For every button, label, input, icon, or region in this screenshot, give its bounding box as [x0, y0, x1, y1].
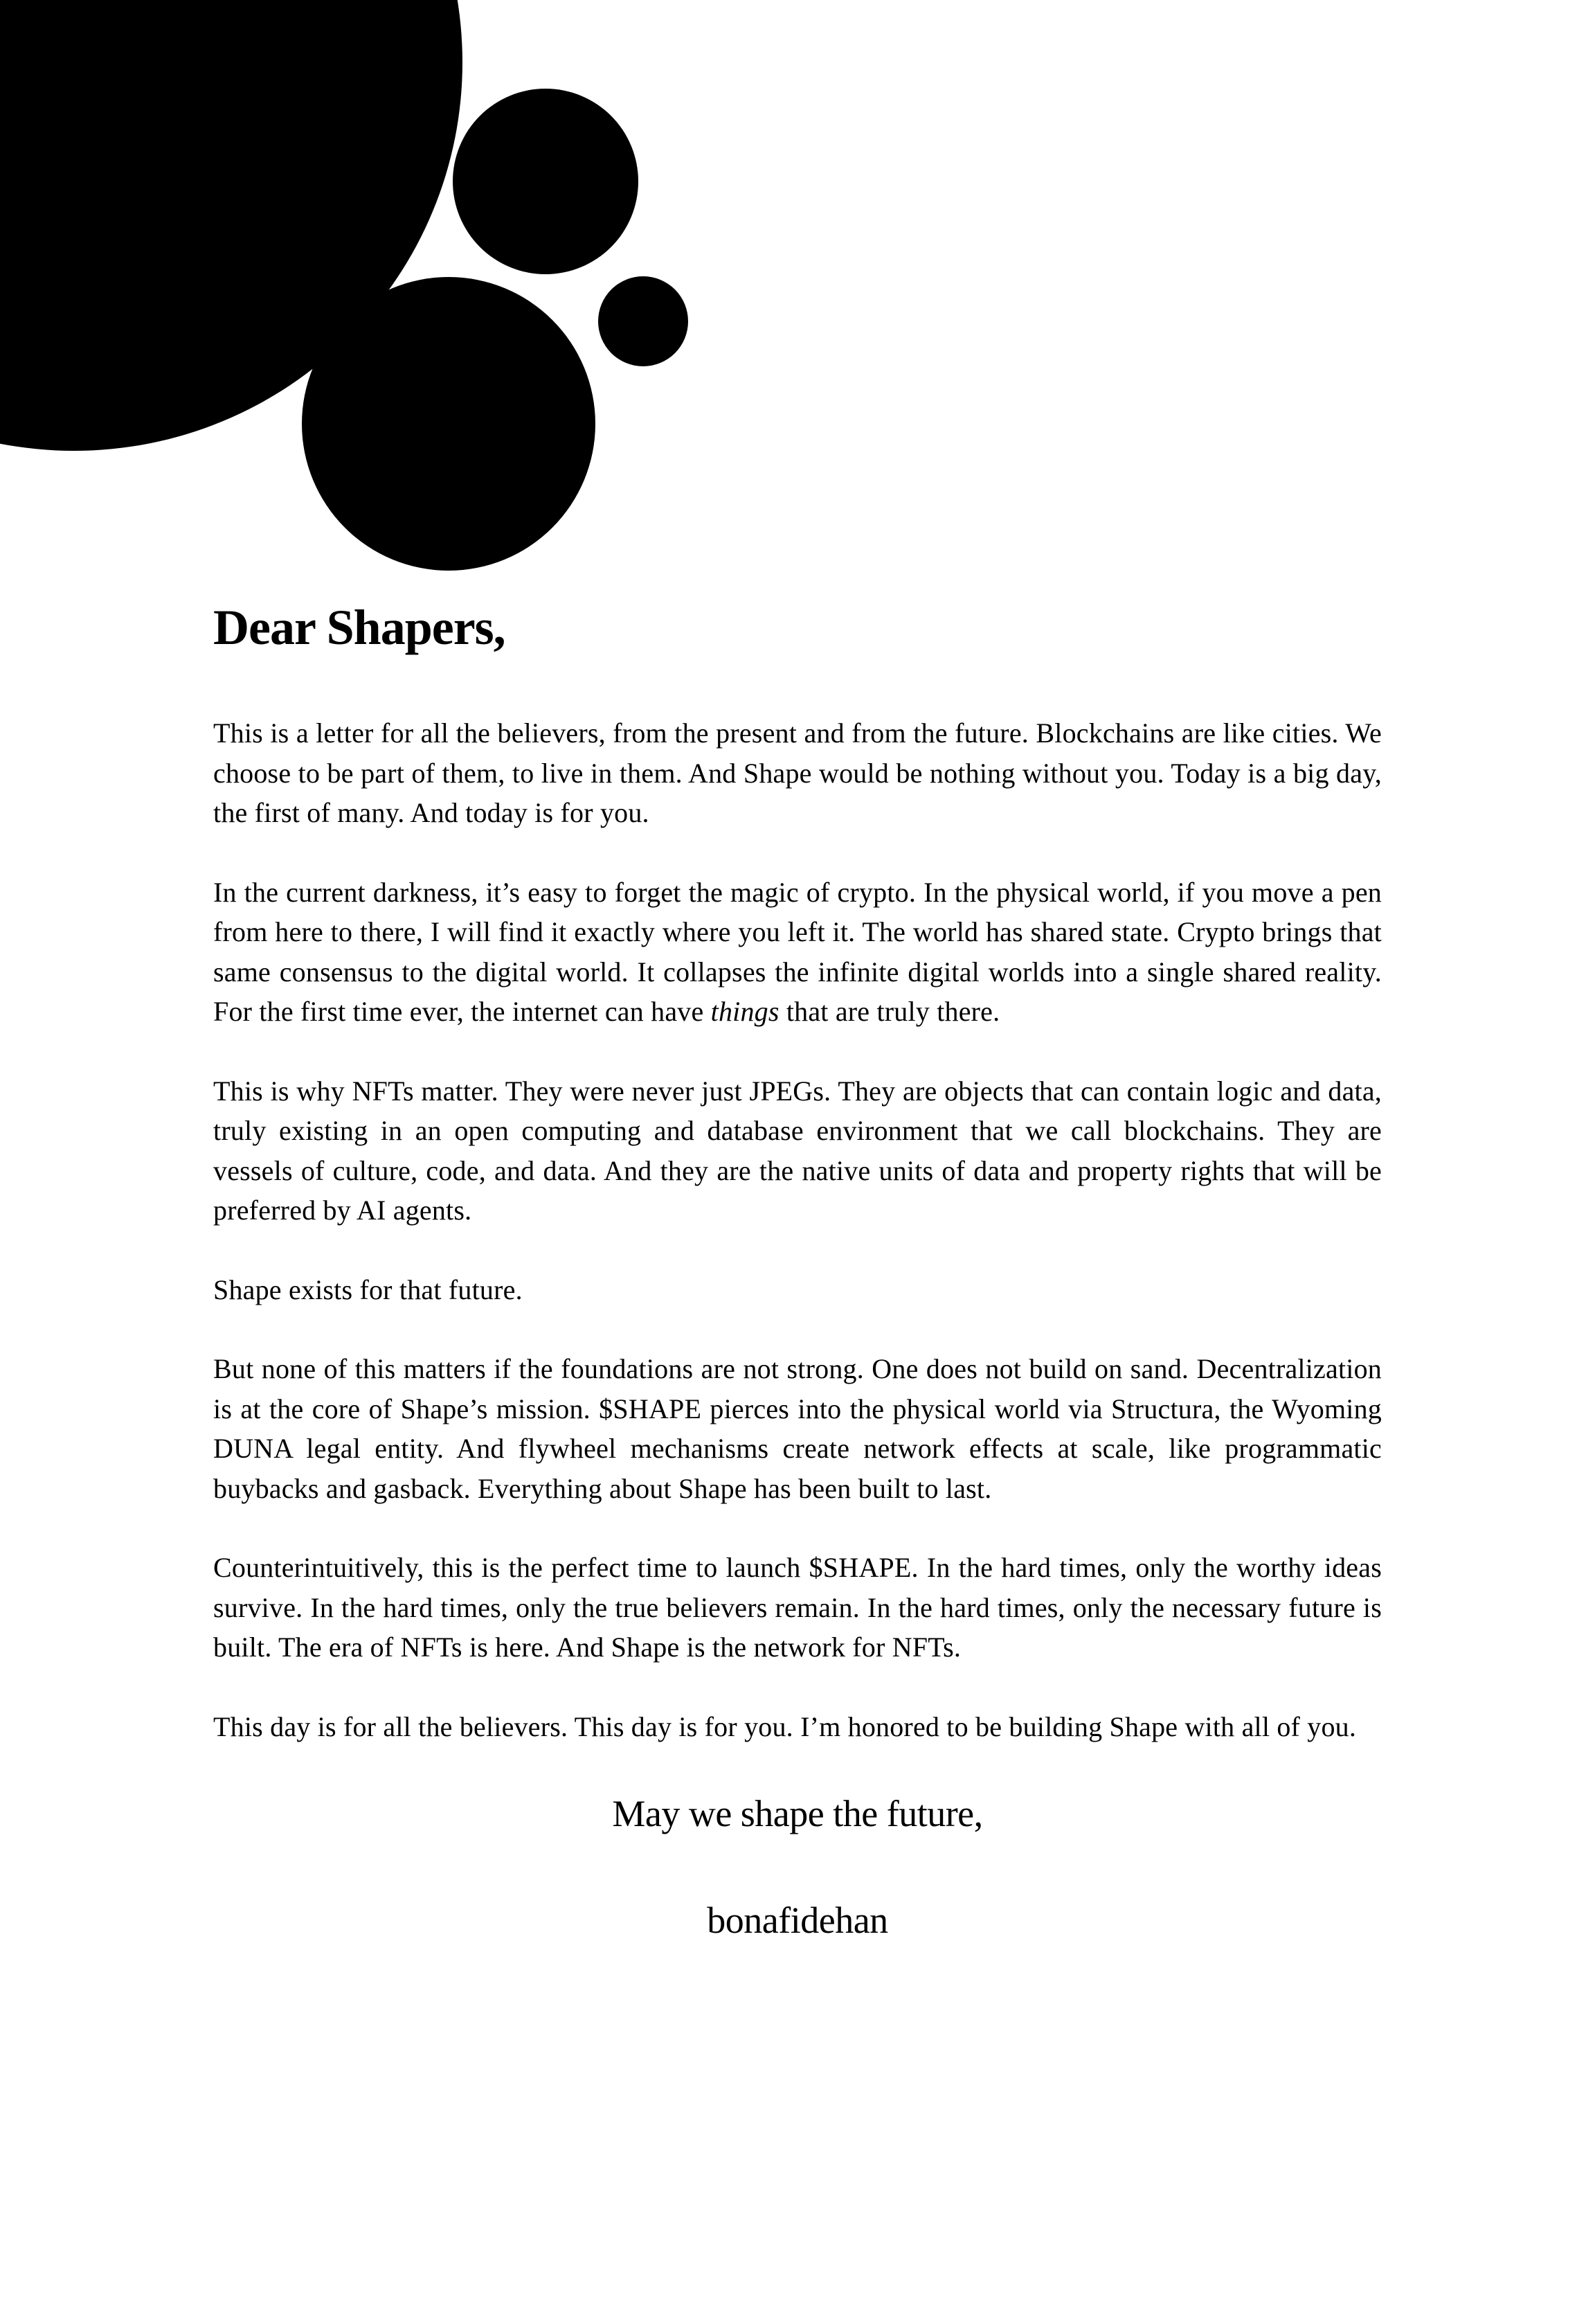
paragraph [213, 873, 1382, 1032]
paragraph-text: In the current darkness, it’s easy to forget the magic of crypto. In the physical world, if you move a pen from here to there, I will find it exactly where you left it. The world has shared state. Crypto brings that same consensus to the digital world. It collapses the infinite digital worlds into a single shared reality. For the first time ever, the internet can have [213, 876, 1382, 1027]
letter-body [213, 713, 1382, 1746]
letter-content [213, 0, 1382, 1943]
paragraph-text: Shape exists for that future. [213, 1273, 523, 1305]
paragraph-text: that are truly there. [779, 996, 1000, 1027]
salutation-heading: Dear Shapers, [213, 600, 505, 655]
paragraph [213, 1707, 1382, 1747]
paragraph-text: But none of this matters if the foundations are not strong. One does not build on sand. Decentralization is at the core of Shape’s mission. $SHAPE pierces into the physical world via Structura, the Wyoming DUNA legal entity. And flywheel mechanisms create network effects at scale, like programmatic buybacks and gasback. Everything about Shape has been built to last. [213, 1353, 1382, 1504]
paragraph [213, 1349, 1382, 1508]
paragraph [213, 1548, 1382, 1668]
paragraph-text: This is a letter for all the believers, from the present and from the future. Blockchains are like cities. We choose to be part of them, to live in them. And Shape would be nothing without you. Today is a big day, the first of many. And today is for you. [213, 717, 1382, 828]
emphasized-text: things [710, 996, 780, 1027]
paragraph-text: Counterintuitively, this is the perfect time to launch $SHAPE. In the hard times, only the worthy ideas survive. In the hard times, only the true believers remain. In the hard times, only the necessary future is built. The era of NFTs is here. And Shape is the network for NFTs. [213, 1552, 1382, 1663]
paragraph [213, 1270, 1382, 1310]
signature-name: bonafidehan [707, 1900, 888, 1941]
valediction-line: May we shape the future, [612, 1793, 983, 1834]
paragraph [213, 1071, 1382, 1231]
paragraph [213, 713, 1382, 833]
paragraph-text: This is why NFTs matter. They were never just JPEGs. They are objects that can contain logic and data, truly existing in an open computing and database environment that we call blockchains. They are vessels of culture, code, and data. And they are the native units of data and property rights that will be preferred by AI agents. [213, 1075, 1382, 1226]
paragraph-text: This day is for all the believers. This day is for you. I’m honored to be building Shape with all of you. [213, 1710, 1357, 1742]
